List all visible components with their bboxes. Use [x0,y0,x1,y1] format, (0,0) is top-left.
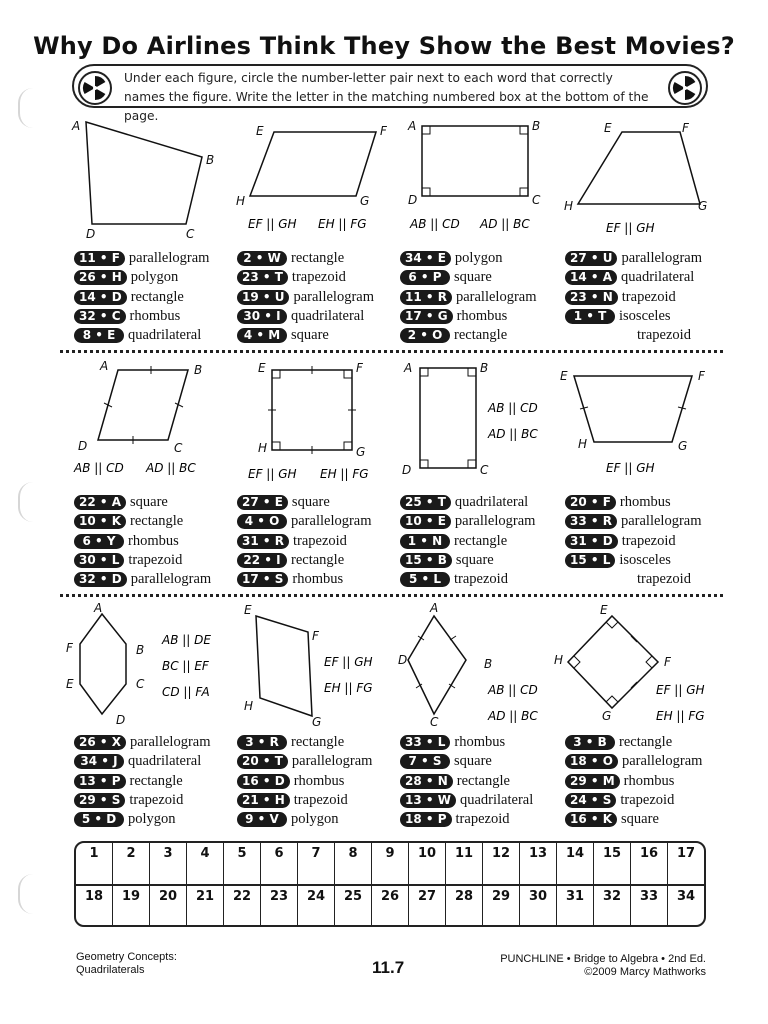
vertex-label: B [480,361,489,375]
code-badge[interactable]: 23 • N [565,290,618,305]
vertex-label: C [136,677,145,691]
vertex-label: F [698,369,705,383]
vertex-label: A [100,359,109,373]
vertex-label: B [194,363,203,377]
options-figure-3 [400,249,536,345]
vertex-label: E [604,121,612,135]
answer-box[interactable]: 28 [445,886,482,927]
condition-text: AD || BC [488,709,538,723]
vertex-label: A [404,361,413,375]
code-badge[interactable]: 22 • A [74,495,126,510]
figure-3-rectangle [398,112,558,243]
vertex-label: F [356,361,363,375]
vertex-label: E [244,603,252,617]
code-badge[interactable]: 18 • O [565,754,618,769]
option-item[interactable]: 31 • R trapezoid [237,532,372,551]
code-badge[interactable]: 28 • N [400,774,453,789]
code-badge[interactable]: 8 • E [74,328,124,343]
option-item[interactable]: 5 • L trapezoid [400,570,535,589]
option-continuation: trapezoid [637,327,691,344]
option-item[interactable]: 16 • K square [565,810,702,829]
option-item[interactable]: 10 • K rectangle [74,512,211,531]
answer-box[interactable]: 18 [84,889,104,904]
option-item[interactable]: 27 • U parallelogram [565,249,702,268]
option-item[interactable]: 23 • T trapezoid [237,268,374,287]
vertex-label: G [678,439,688,453]
footer-right [500,953,706,979]
condition-text: EF || GH [656,683,705,697]
code-badge[interactable]: 33 • L [400,735,450,750]
figure-8-isosceles-trapezoid [558,362,718,487]
option-item[interactable]: 32 • D parallelogram [74,570,211,589]
vertex-label: F [312,629,319,643]
code-badge[interactable]: 1 • N [400,534,450,549]
code-badge[interactable]: 27 • E [237,495,288,510]
condition-text: AD || BC [480,217,530,231]
vertex-label: D [408,193,418,207]
code-badge[interactable]: 6 • Y [74,534,124,549]
code-badge[interactable]: 7 • S [400,754,450,769]
option-item[interactable]: 28 • N rectangle [400,772,533,791]
option-item[interactable]: 9 • V polygon [237,810,372,829]
option-item[interactable]: 17 • G rhombus [400,307,536,326]
vertex-label: G [360,194,370,208]
figure-4-trapezoid [562,118,722,243]
film-reel-icon [78,71,112,105]
condition-text: EF || GH [248,217,297,231]
option-item[interactable]: 25 • T quadrilateral [400,493,535,512]
options-figure-4 [565,249,702,345]
option-item[interactable]: 22 • I rectangle [237,551,372,570]
option-item[interactable]: 18 • P trapezoid [400,810,533,829]
code-badge[interactable]: 33 • R [565,514,617,529]
options-figure-2 [237,249,374,345]
code-badge[interactable]: 25 • T [400,495,451,510]
answer-box[interactable]: 25 [334,886,371,927]
code-badge[interactable]: 30 • L [74,553,124,568]
vertex-label: H [554,653,564,667]
option-item[interactable]: 2 • O rectangle [400,326,536,345]
condition-text: EH || FG [324,681,373,695]
code-badge[interactable]: 14 • A [565,270,617,285]
code-badge[interactable]: 4 • O [237,514,287,529]
vertex-label: B [484,657,493,671]
vertex-label: G [602,709,612,723]
option-item[interactable]: 26 • X parallelogram [74,733,211,752]
vertex-label: D [398,653,408,667]
instructions-box [72,64,708,123]
code-badge[interactable]: 18 • P [400,812,452,827]
option-item[interactable]: 7 • S square [400,752,533,771]
answer-box[interactable]: 27 [408,886,445,927]
answer-box[interactable]: 9 [371,843,408,884]
condition-text: EH || FG [656,709,705,723]
code-badge[interactable]: 11 • R [400,290,452,305]
vertex-label: A [408,119,417,133]
instructions-text: Under each figure, circle the number-letter pair next to each word that correctly names the figure. Write the letter in the matching numbered box at the bottom of the page. [124,71,649,123]
answer-box[interactable]: 1 [89,846,99,861]
code-badge[interactable]: 6 • P [400,270,450,285]
answer-box[interactable]: 19 [112,886,149,927]
code-badge[interactable]: 20 • F [565,495,616,510]
option-item[interactable]: 20 • T parallelogram [237,752,372,771]
option-item[interactable]: 29 • M rhombus [565,772,702,791]
code-badge[interactable]: 32 • D [74,572,127,587]
option-item[interactable]: 19 • U parallelogram [237,288,374,307]
condition-text: EF || GH [606,461,655,475]
option-item[interactable]: 34 • J quadrilateral [74,752,211,771]
options-figure-10 [237,733,372,829]
answer-grid [74,841,706,927]
condition-text: AB || CD [488,401,538,415]
figure-1-quadrilateral [70,112,230,247]
binder-hole-mark [18,874,48,914]
option-item[interactable]: 30 • L trapezoid [74,551,211,570]
code-badge[interactable]: 23 • T [237,270,288,285]
vertex-label: H [578,437,588,451]
answer-box[interactable]: 21 [186,886,223,927]
code-badge[interactable]: 16 • K [565,812,617,827]
vertex-label: D [116,713,126,727]
answer-box[interactable]: 13 [519,843,556,884]
answer-box[interactable]: 31 [556,886,593,927]
option-item[interactable]: 14 • D rectangle [74,288,209,307]
option-item[interactable]: 1 • T isosceles [565,307,702,326]
answer-box[interactable]: 2 [112,843,149,884]
figure-12-square [554,602,724,737]
code-badge[interactable]: 13 • W [400,793,456,808]
code-badge[interactable]: 34 • E [400,251,451,266]
vertex-label: C [532,193,541,207]
option-item[interactable]: 17 • S rhombus [237,570,372,589]
vertex-label: B [136,643,145,657]
answer-box[interactable]: 17 [667,843,704,884]
option-item[interactable]: 15 • B square [400,551,535,570]
option-item[interactable]: 14 • A quadrilateral [565,268,702,287]
answer-box[interactable]: 8 [334,843,371,884]
condition-text: EH || FG [318,217,367,231]
answer-box[interactable]: 26 [371,886,408,927]
options-figure-7 [400,493,535,589]
option-item[interactable]: 31 • D trapezoid [565,532,701,551]
options-figure-9 [74,733,211,829]
film-reel-icon [668,71,702,105]
code-badge[interactable]: 2 • W [237,251,287,266]
answer-box[interactable]: 11 [445,843,482,884]
answer-box[interactable]: 3 [149,843,186,884]
option-item[interactable]: 2 • W rectangle [237,249,374,268]
footer-course: Geometry Concepts: [76,951,177,963]
vertex-label: G [356,445,366,459]
figure-5-rhombus [70,358,230,493]
condition-text: EH || FG [320,467,369,481]
options-figure-6 [237,493,372,589]
condition-text: AD || BC [488,427,538,441]
option-item[interactable]: 29 • S trapezoid [74,791,211,810]
vertex-label: H [244,699,254,713]
option-item[interactable]: 5 • D polygon [74,810,211,829]
figure-9-hexagon [62,602,232,737]
answer-row-1 [76,843,704,884]
option-item[interactable]: 1 • N rectangle [400,532,535,551]
answer-row-2 [76,884,704,927]
code-badge[interactable]: 15 • B [400,553,452,568]
answer-box[interactable]: 10 [408,843,445,884]
code-badge[interactable]: 11 • F [74,251,125,266]
option-item[interactable]: 13 • P rectangle [74,772,211,791]
code-badge[interactable]: 17 • G [400,309,453,324]
option-item[interactable]: 11 • R parallelogram [400,288,536,307]
option-item[interactable]: 23 • N trapezoid [565,288,702,307]
answer-box[interactable]: 29 [482,886,519,927]
code-badge[interactable]: 32 • C [74,309,126,324]
vertex-label: A [430,601,439,615]
option-item[interactable]: 18 • O parallelogram [565,752,702,771]
code-badge[interactable]: 16 • D [237,774,290,789]
answer-box[interactable]: 14 [556,843,593,884]
code-badge[interactable]: 31 • D [565,534,618,549]
options-figure-11 [400,733,533,829]
condition-text: BC || EF [162,659,209,673]
condition-text: CD || FA [162,685,210,699]
answer-box[interactable]: 15 [593,843,630,884]
answer-box[interactable]: 7 [297,843,334,884]
code-badge[interactable]: 26 • H [74,270,127,285]
binder-hole-mark [18,88,48,128]
vertex-label: F [66,641,73,655]
vertex-label: C [480,463,489,477]
footer-topic: Quadrilaterals [76,964,145,976]
binder-hole-mark [18,482,48,522]
option-item[interactable]: 33 • R parallelogram [565,512,701,531]
code-badge[interactable]: 22 • I [237,553,287,568]
option-item[interactable]: 11 • F parallelogram [74,249,209,268]
answer-box[interactable]: 22 [223,886,260,927]
vertex-label: F [380,124,387,138]
code-badge[interactable]: 31 • R [237,534,289,549]
options-figure-8 [565,493,701,589]
vertex-label: E [256,124,264,138]
vertex-label: H [258,441,268,455]
vertex-label: H [564,199,574,213]
option-item[interactable]: 26 • H polygon [74,268,209,287]
code-badge[interactable]: 10 • E [400,514,451,529]
footer-copyright: ©2009 Marcy Mathworks [584,966,706,978]
vertex-label: A [94,601,103,615]
code-badge[interactable]: 2 • O [400,328,450,343]
code-badge[interactable]: 14 • D [74,290,127,305]
vertex-label: B [532,119,541,133]
option-item[interactable]: 8 • E quadrilateral [74,326,209,345]
footer-publisher: PUNCHLINE • Bridge to Algebra • 2nd Ed. [500,953,706,965]
page-number: 11.7 [372,958,405,977]
code-badge[interactable]: 9 • V [237,812,287,827]
options-figure-5 [74,493,211,589]
answer-box[interactable]: 4 [186,843,223,884]
condition-text: AB || CD [74,461,124,475]
code-badge[interactable]: 24 • S [565,793,616,808]
condition-text: AB || CD [488,683,538,697]
figure-2-parallelogram [232,118,392,243]
option-item[interactable]: 6 • P square [400,268,536,287]
options-figure-1 [74,249,209,345]
code-badge[interactable]: 3 • R [237,735,287,750]
condition-text: AB || CD [410,217,460,231]
option-item[interactable]: 30 • I quadrilateral [237,307,374,326]
vertex-label: E [600,603,608,617]
code-badge[interactable]: 21 • H [237,793,290,808]
option-item[interactable]: 21 • H trapezoid [237,791,372,810]
option-item[interactable]: 33 • L rhombus [400,733,533,752]
vertex-label: D [402,463,412,477]
condition-text: EF || GH [248,467,297,481]
option-item[interactable]: 4 • O parallelogram [237,512,372,531]
code-badge[interactable]: 19 • U [237,290,289,305]
answer-box[interactable]: 6 [260,843,297,884]
code-badge[interactable]: 4 • M [237,328,287,343]
vertex-label: D [86,227,96,241]
option-item[interactable]: 22 • A square [74,493,211,512]
answer-box[interactable]: 12 [482,843,519,884]
answer-box[interactable]: 30 [519,886,556,927]
code-badge[interactable]: 13 • P [74,774,126,789]
vertex-label: C [186,227,195,241]
figure-7-rectangle [398,358,558,493]
answer-box[interactable]: 20 [149,886,186,927]
vertex-label: A [72,119,81,133]
code-badge[interactable]: 5 • D [74,812,124,827]
options-figure-12 [565,733,702,829]
option-item[interactable]: 16 • D rhombus [237,772,372,791]
option-item[interactable]: 10 • E parallelogram [400,512,535,531]
code-badge[interactable]: 15 • L [565,553,615,568]
vertex-label: E [258,361,266,375]
figure-6-square [244,358,404,493]
answer-box[interactable]: 23 [260,886,297,927]
option-item[interactable]: 24 • S trapezoid [565,791,702,810]
code-badge[interactable]: 27 • U [565,251,617,266]
option-continuation: trapezoid [637,571,691,588]
answer-box[interactable]: 24 [297,886,334,927]
option-item[interactable]: 20 • F rhombus [565,493,701,512]
answer-box[interactable]: 32 [593,886,630,927]
option-item[interactable]: 13 • W quadrilateral [400,791,533,810]
figure-10-parallelogram [238,602,388,737]
vertex-label: E [66,677,74,691]
option-item[interactable]: 15 • L isosceles [565,551,701,570]
code-badge[interactable]: 29 • S [74,793,125,808]
condition-text: AD || BC [146,461,196,475]
footer-left [76,951,177,977]
code-badge[interactable]: 10 • K [74,514,126,529]
code-badge[interactable]: 5 • L [400,572,450,587]
figure-11-rhombus [394,602,554,737]
code-badge[interactable]: 1 • T [565,309,615,324]
code-badge[interactable]: 17 • S [237,572,288,587]
answer-box[interactable]: 33 [630,886,667,927]
vertex-label: G [698,199,708,213]
page-title: Why Do Airlines Think They Show the Best Movies? [33,32,735,60]
section-divider [60,350,723,353]
option-item[interactable]: 27 • E square [237,493,372,512]
condition-text: EF || GH [324,655,373,669]
option-item[interactable]: 4 • M square [237,326,374,345]
code-badge[interactable]: 26 • X [74,735,126,750]
option-item[interactable]: 3 • R rectangle [237,733,372,752]
vertex-label: B [206,153,215,167]
vertex-label: F [682,121,689,135]
option-item[interactable]: 3 • B rectangle [565,733,702,752]
vertex-label: H [236,194,246,208]
section-divider [60,594,723,597]
vertex-label: E [560,369,568,383]
code-badge[interactable]: 29 • M [565,774,620,789]
option-item[interactable]: 6 • Y rhombus [74,532,211,551]
vertex-label: D [78,439,88,453]
code-badge[interactable]: 3 • B [565,735,615,750]
code-badge[interactable]: 20 • T [237,754,288,769]
code-badge[interactable]: 34 • J [74,754,124,769]
vertex-label: C [174,441,183,455]
vertex-label: G [312,715,322,729]
answer-box[interactable]: 34 [667,886,704,927]
vertex-label: C [430,715,439,729]
answer-box[interactable]: 5 [223,843,260,884]
option-item[interactable]: 32 • C rhombus [74,307,209,326]
vertex-label: F [664,655,671,669]
answer-box[interactable]: 16 [630,843,667,884]
code-badge[interactable]: 30 • I [237,309,287,324]
condition-text: EF || GH [606,221,655,235]
option-item[interactable]: 34 • E polygon [400,249,536,268]
condition-text: AB || DE [162,633,211,647]
